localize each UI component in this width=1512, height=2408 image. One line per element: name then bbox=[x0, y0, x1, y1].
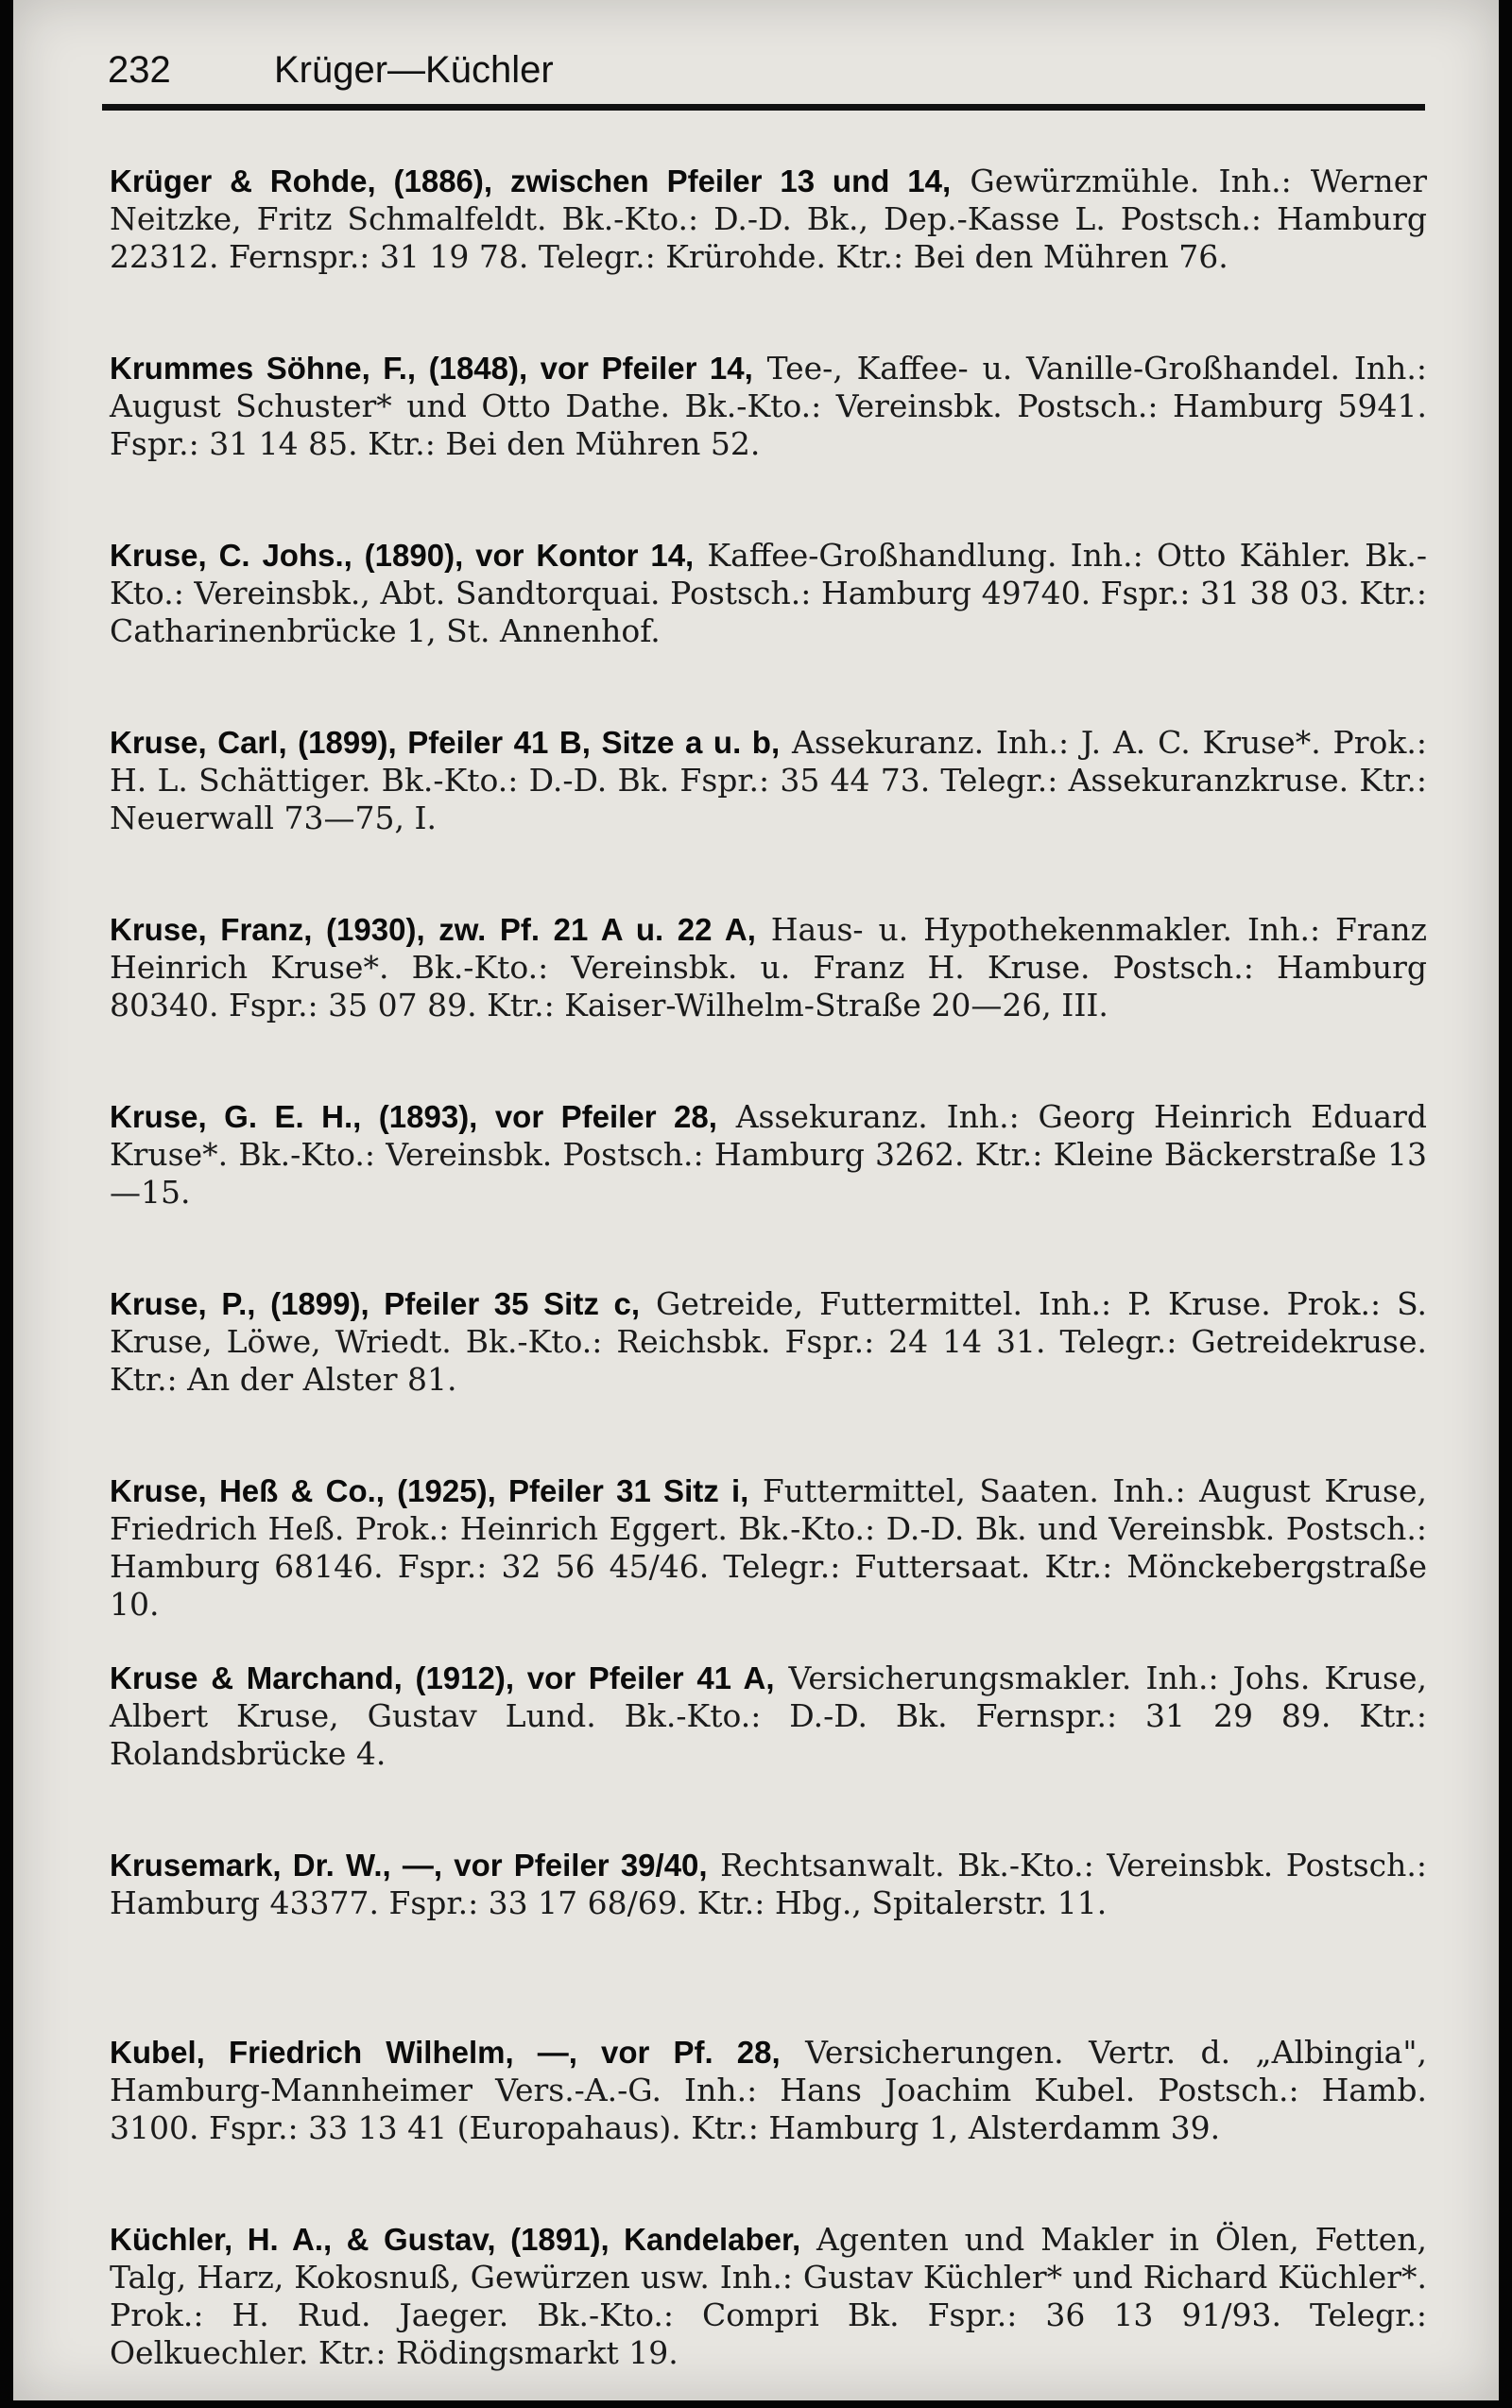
entry-name: Küchler, H. A., & Gustav, (1891), Kandelaber, bbox=[110, 2222, 801, 2257]
directory-entry bbox=[110, 1098, 1427, 1247]
entry-name: Kruse, Carl, (1899), Pfeiler 41 B, Sitze a u. b, bbox=[110, 725, 781, 760]
directory-entry bbox=[110, 1472, 1427, 1622]
entry-details: Haus- u. Hypothekenmakler. Inh.: Franz Heinrich Kruse*. Bk.-Kto.: Vereinsbk. u. Franz H. Kruse. Postsch.: Hamburg 80340. Fspr.: 35 07 89. Ktr.: Kaiser-Wilhelm-Straße 20—26, III. bbox=[110, 911, 1427, 1023]
entry-details: Agenten und Makler in Ölen, Fetten, Talg, Harz, Kokosnuß, Gewürzen usw. Inh.: Gustav Küchler* und Richard Küchler*. Prok.: H. Rud. Jaeger. Bk.-Kto.: Compri Bk. Fspr.: 36 13 91/93. Telegr.: Oelkuechler. Ktr.: Rödingsmarkt 19. bbox=[110, 2221, 1427, 2371]
entry-name: Kruse, Franz, (1930), zw. Pf. 21 A u. 22 A, bbox=[110, 912, 756, 947]
entry-name: Kruse, C. Johs., (1890), vor Kontor 14, bbox=[110, 538, 695, 573]
entry-details: Tee-, Kaffee- u. Vanille-Großhandel. Inh.: August Schuster* und Otto Dathe. Bk.-Kto.: Vereinsbk. Postsch.: Hamburg 5941. Fspr.: 31 14 85. Ktr.: Bei den Mühren 52. bbox=[110, 350, 1428, 462]
entry-details: Gewürzmühle. Inh.: Werner Neitzke, Fritz Schmalfeldt. Bk.-Kto.: D.-D. Bk., Dep.-Kasse L. Postsch.: Hamburg 22312. Fernspr.: 31 19 78. Telegr.: Krürohde. Ktr.: Bei den Mühren 76. bbox=[110, 163, 1427, 275]
directory-entry bbox=[110, 1847, 1427, 1996]
entry-name: Krummes Söhne, F., (1848), vor Pfeiler 14, bbox=[110, 351, 753, 386]
entry-name: Krusemark, Dr. W., —, vor Pfeiler 39/40, bbox=[110, 1848, 708, 1883]
entry-details: Rechtsanwalt. Bk.-Kto.: Vereinsbk. Postsch.: Hamburg 43377. Fspr.: 33 17 68/69. Ktr.: Hbg., Spitalerstr. 11. bbox=[110, 1847, 1428, 1921]
entry-name: Kruse, Heß & Co., (1925), Pfeiler 31 Sitz i, bbox=[110, 1473, 749, 1508]
entry-list bbox=[110, 163, 1427, 2408]
entry-details: Versicherungen. Vertr. d. „Albingia", Hamburg-Mannheimer Vers.-A.-G. Inh.: Hans Joachim Kubel. Postsch.: Hamb. 3100. Fspr.: 33 13 41 (Europahaus). Ktr.: Hamburg 1, Alsterdamm 39. bbox=[110, 2034, 1427, 2146]
running-title: Krüger—Küchler bbox=[274, 49, 554, 91]
directory-entry bbox=[110, 724, 1427, 873]
page-number: 232 bbox=[108, 49, 171, 91]
directory-entry bbox=[110, 2221, 1427, 2370]
header-rule bbox=[102, 104, 1425, 111]
entry-name: Kruse, P., (1899), Pfeiler 35 Sitz c, bbox=[110, 1286, 640, 1321]
entry-name: Kubel, Friedrich Wilhelm, —, vor Pf. 28, bbox=[110, 2035, 781, 2070]
entry-details: Assekuranz. Inh.: Georg Heinrich Eduard Kruse*. Bk.-Kto.: Vereinsbk. Postsch.: Hamburg 3262. Ktr.: Kleine Bäckerstraße 13—15. bbox=[110, 1098, 1427, 1211]
directory-entry bbox=[110, 2034, 1427, 2183]
entry-details: Versicherungsmakler. Inh.: Johs. Kruse, Albert Kruse, Gustav Lund. Bk.-Kto.: D.-D. Bk. Fernspr.: 31 29 89. Ktr.: Rolandsbrücke 4. bbox=[110, 1660, 1427, 1772]
directory-entry bbox=[110, 350, 1427, 499]
entry-details: Kaffee-Großhandlung. Inh.: Otto Kähler. Bk.-Kto.: Vereinsbk., Abt. Sandtorquai. Postsch.: Hamburg 49740. Fspr.: 31 38 03. Ktr.: Catharinenbrücke 1, St. Annenhof. bbox=[110, 537, 1427, 649]
entry-details: Assekuranz. Inh.: J. A. C. Kruse*. Prok.: H. L. Schättiger. Bk.-Kto.: D.-D. Bk. Fspr.: 35 44 73. Telegr.: Assekuranzkruse. Ktr.: Neuerwall 73—75, I. bbox=[110, 724, 1428, 836]
directory-entry bbox=[110, 163, 1427, 312]
directory-entry bbox=[110, 1285, 1427, 1435]
directory-entry bbox=[110, 537, 1427, 686]
directory-entry bbox=[110, 911, 1427, 1060]
entry-name: Kruse, G. E. H., (1893), vor Pfeiler 28, bbox=[110, 1099, 717, 1134]
entry-details: Getreide, Futtermittel. Inh.: P. Kruse. Prok.: S. Kruse, Löwe, Wriedt. Bk.-Kto.: Reichsbk. Fspr.: 24 14 31. Telegr.: Getreidekruse. Ktr.: An der Alster 81. bbox=[110, 1285, 1427, 1398]
directory-page bbox=[13, 0, 1499, 2400]
entry-details: Futtermittel, Saaten. Inh.: August Kruse, Friedrich Heß. Prok.: Heinrich Eggert. Bk.-Kto.: D.-D. Bk. und Vereinsbk. Postsch.: Hamburg 68146. Fspr.: 32 56 45/46. Telegr.: Futtersaat. Ktr.: Mönckebergstraße 10. bbox=[110, 1472, 1428, 1623]
entry-name: Krüger & Rohde, (1886), zwischen Pfeiler 13 und 14, bbox=[110, 163, 952, 198]
entry-name: Kruse & Marchand, (1912), vor Pfeiler 41 A, bbox=[110, 1660, 775, 1695]
page-header bbox=[102, 43, 1425, 100]
directory-entry bbox=[110, 1660, 1427, 1809]
